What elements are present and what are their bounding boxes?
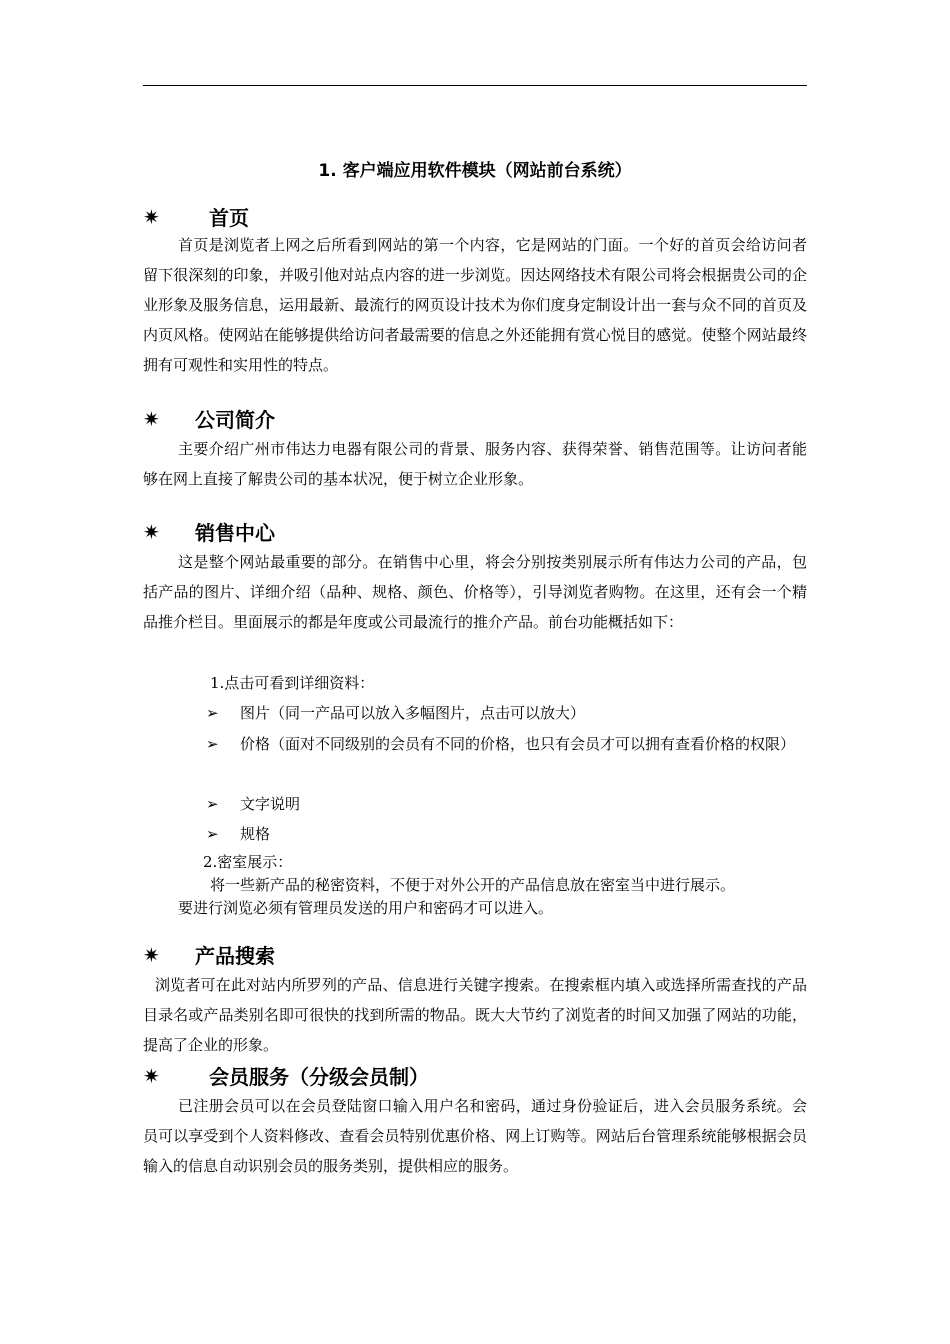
arrow-bullet-icon: ➢ [206, 704, 219, 722]
section-paragraph: 主要介绍广州市伟达力电器有限公司的背景、服务内容、获得荣誉、销售范围等。让访问者能够在网上直接了解贵公司的基本状况，便于树立企业形象。 [143, 440, 807, 488]
star-bullet-icon: ✷ [143, 942, 160, 967]
section-heading-sales [143, 517, 275, 546]
star-bullet-icon: ✷ [143, 1063, 160, 1088]
section-heading-company [143, 404, 275, 433]
star-bullet-icon: ✷ [143, 204, 160, 229]
section-heading-home [143, 202, 249, 231]
list-item: ➢ 文字说明 [206, 789, 806, 819]
list-item: ➢ 图片（同一产品可以放入多幅图片，点击可以放大） [206, 698, 806, 728]
section-paragraph: 首页是浏览者上网之后所看到网站的第一个内容，它是网站的门面。一个好的首页会给访问者留下很深刻的印象，并吸引他对站点内容的进一步浏览。因达网络技术有限公司将会根据贵公司的企业形象及服务信息，运用最新、最流行的网页设计技术为你们度身定制设计出一套与众不同的首页及内页风格。使网站在能够提供给访问者最需要的信息之外还能拥有赏心悦目的感觉。使整个网站最终拥有可观性和实用性的特点。 [143, 236, 807, 374]
heading-text: 公司简介 [195, 408, 275, 432]
heading-text: 产品搜索 [195, 944, 275, 968]
heading-text: 首页 [209, 206, 249, 230]
section-paragraph: 浏览者可在此对站内所罗列的产品、信息进行关键字搜索。在搜索框内填入或选择所需查找的产品目录名或产品类别名即可很快的找到所需的物品。既大大节约了浏览者的时间又加强了网站的功能，提高了企业的形象。 [143, 976, 807, 1054]
star-bullet-icon: ✷ [143, 519, 160, 544]
arrow-bullet-icon: ➢ [206, 735, 219, 753]
sub-item-2-text: 要进行浏览必须有管理员发送的用户和密码才可以进入。 [178, 899, 554, 917]
section-heading-search [143, 940, 275, 969]
arrow-bullet-icon: ➢ [206, 825, 219, 843]
sub-item-2: 2.密室展示： [203, 853, 293, 871]
sub-item-1: 1.点击可看到详细资料： [210, 674, 375, 692]
section-paragraph: 这是整个网站最重要的部分。在销售中心里，将会分别按类别展示所有伟达力公司的产品，包括产品的图片、详细介绍（品种、规格、颜色、价格等），引导浏览者购物。在这里，还有会一个精品推介栏目。里面展示的都是年度或公司最流行的推介产品。前台功能概括如下： [143, 553, 807, 631]
arrow-bullet-icon: ➢ [206, 795, 219, 813]
heading-text: 会员服务（分级会员制） [209, 1065, 429, 1089]
star-bullet-icon: ✷ [143, 406, 160, 431]
section-paragraph: 已注册会员可以在会员登陆窗口输入用户名和密码，通过身份验证后，进入会员服务系统。会员可以享受到个人资料修改、查看会员特别优惠价格、网上订购等。网站后台管理系统能够根据会员输入的信息自动识别会员的服务类别，提供相应的服务。 [143, 1097, 807, 1175]
heading-text: 销售中心 [195, 521, 275, 545]
page-title: 1. 客户端应用软件模块（网站前台系统） [318, 161, 632, 181]
sub-item-2-text: 将一些新产品的秘密资料，不便于对外公开的产品信息放在密室当中进行展示。 [210, 876, 736, 894]
list-item: ➢ 规格 [206, 819, 806, 849]
section-heading-members [143, 1061, 429, 1090]
header-rule [143, 85, 807, 86]
list-item: ➢ 价格（面对不同级别的会员有不同的价格，也只有会员才可以拥有查看价格的权限） [206, 729, 806, 759]
